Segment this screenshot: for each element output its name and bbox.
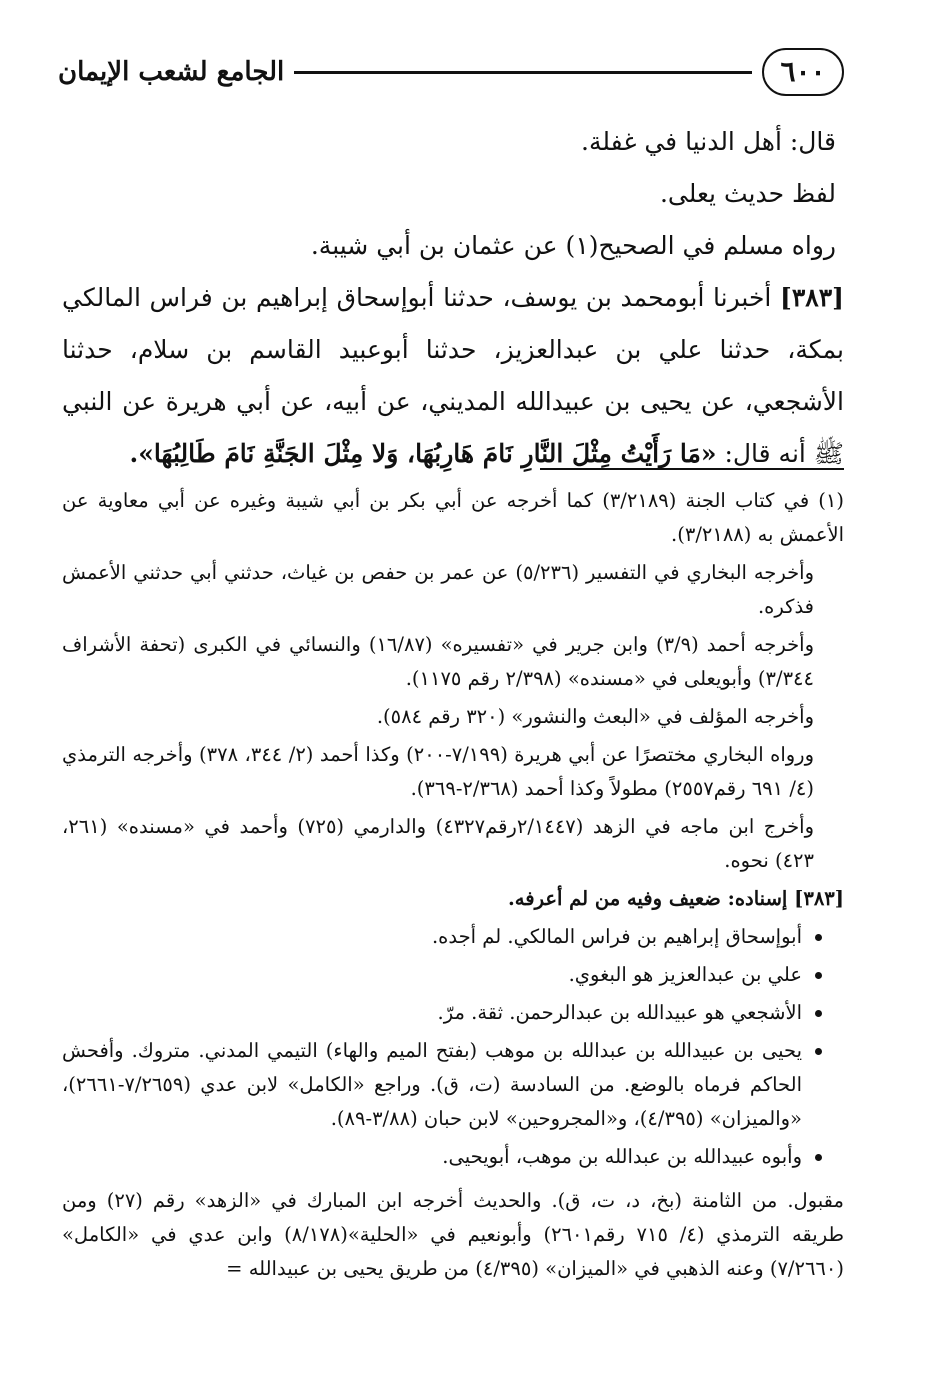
footnote-separator — [540, 468, 844, 470]
list-item — [62, 958, 844, 992]
page-number: ٦٠٠ — [762, 48, 844, 96]
footnote-paragraph: وأخرجه المؤلف في «البعث والنشور» (٣٢٠ رقم ٥٨٤). — [376, 705, 814, 728]
book-title: الجامع لشعب الإيمان — [58, 57, 285, 87]
page-header — [58, 44, 844, 100]
list-item — [62, 1140, 844, 1174]
bullet-icon — [815, 1048, 822, 1055]
footnote-paragraph: وأخرجه البخاري في التفسير (٥/٢٣٦) عن عمر بن حفص بن غياث، حدثني أبي حدثني الأعمش فذكره. — [62, 561, 814, 618]
text-line: لفظ حديث يعلى. — [659, 179, 836, 208]
hadith-number: [٣٨٣] — [780, 283, 844, 312]
hadith-isnad: أخبرنا أبومحمد بن يوسف، حدثنا أبوإسحاق إبراهيم بن فراس المالكي بمكة، حدثنا علي بن عبدالعزيز، حدثنا أبوعبيد القاسم بن سلام، حدثنا الأشجعي، عن يحيى بن عبيدالله المديني، عن أبيه، عن أبي هريرة عن النبي ﷺ أنه قال: — [62, 283, 844, 468]
header-rule — [294, 71, 752, 74]
bullet-icon — [815, 1010, 822, 1017]
list-item-text: علي بن عبدالعزيز هو البغوي. — [568, 963, 802, 986]
list-item — [62, 996, 844, 1030]
bullet-icon — [815, 1154, 822, 1161]
bullet-icon — [815, 972, 822, 979]
footnote-paragraph: (١) في كتاب الجنة (٣/٢١٨٩) كما أخرجه عن أبي بكر بن أبي شيبة وغيره عن أبي معاوية عن الأعمش به (٣/٢١٨٨). — [62, 489, 844, 546]
text-line: رواه مسلم في الصحيح(١) عن عثمان بن أبي شيبة. — [310, 231, 836, 260]
hadith-paragraph — [62, 272, 844, 480]
list-item — [62, 1034, 844, 1136]
list-item-text: وأبوه عبيدالله بن عبدالله بن موهب، أبويحيى. — [442, 1145, 802, 1168]
footnote-paragraph: وأخرجه أحمد (٣/٩) وابن جرير في «تفسيره» (١٦/٨٧) والنسائي في الكبرى (تحفة الأشراف ٣/٣٤٤) وأبويعلى في «مسنده» (٢/٣٩٨ رقم ١١٧٥). — [62, 633, 814, 690]
footnotes — [62, 484, 844, 1290]
list-item-text: أبوإسحاق إبراهيم بن فراس المالكي. لم أجده. — [431, 925, 802, 948]
continuation-paragraph: مقبول. من الثامنة (بخ، د، ت، ق). والحديث أخرجه ابن المبارك في «الزهد» رقم (٢٧) ومن طريقه الترمذي (٤/ ٧١٥ رقم٢٦٠١) وأبونعيم في «الحلية»(٨/١٧٨) وابن عدي في «الكامل» (٧/٢٦٦٠) وعنه الذهبي في «الميزان» (٤/٣٩٥) من طريق يحيى بن عبيدالله = — [62, 1189, 844, 1280]
list-item-text: الأشجعي هو عبيدالله بن عبدالرحمن. ثقة. مرّ. — [437, 1001, 802, 1024]
main-text — [62, 116, 844, 480]
list-item-text: يحيى بن عبيدالله بن عبدالله بن موهب (بفتح الميم والهاء) التيمي المدني. متروك. وأفحش الحاكم فرماه بالوضع. من السادسة (ت، ق). وراجع «الكامل» لابن عدي (٧/٢٦٥٩-٢٦٦١)، «والميزان» (٤/٣٩٥)، و«المجروحين» لابن حبان (٣/٨٨-٨٩). — [62, 1039, 802, 1130]
list-item — [62, 920, 844, 954]
bullet-icon — [815, 934, 822, 941]
isnad-note-heading: [٣٨٣] إسناده: ضعيف وفيه من لم أعرفه. — [508, 887, 844, 910]
hadith-matn: «مَا رَأَيْتُ مِثْلَ النَّارِ نَامَ هَارِبُهَا، وَلا مِثْلَ الجَنَّةِ نَامَ طَالِبُهَا». — [129, 439, 717, 468]
text-line: قال: أهل الدنيا في غفلة. — [581, 127, 836, 156]
footnote-paragraph: ورواه البخاري مختصرًا عن أبي هريرة (٧/١٩٩-٢٠٠) وكذا أحمد (٢/ ٣٤٤، ٣٧٨) وأخرجه الترمذي (٤/ ٦٩١ رقم٢٥٥٧) مطولاً وكذا أحمد (٢/٣٦٨-٣٦٩). — [62, 743, 814, 800]
footnote-paragraph: وأخرج ابن ماجه في الزهد (٢/١٤٤٧رقم٤٣٢٧) والدارمي (٧٢٥) وأحمد في «مسنده» (٢٦١، ٤٢٣) نحوه. — [62, 815, 814, 872]
